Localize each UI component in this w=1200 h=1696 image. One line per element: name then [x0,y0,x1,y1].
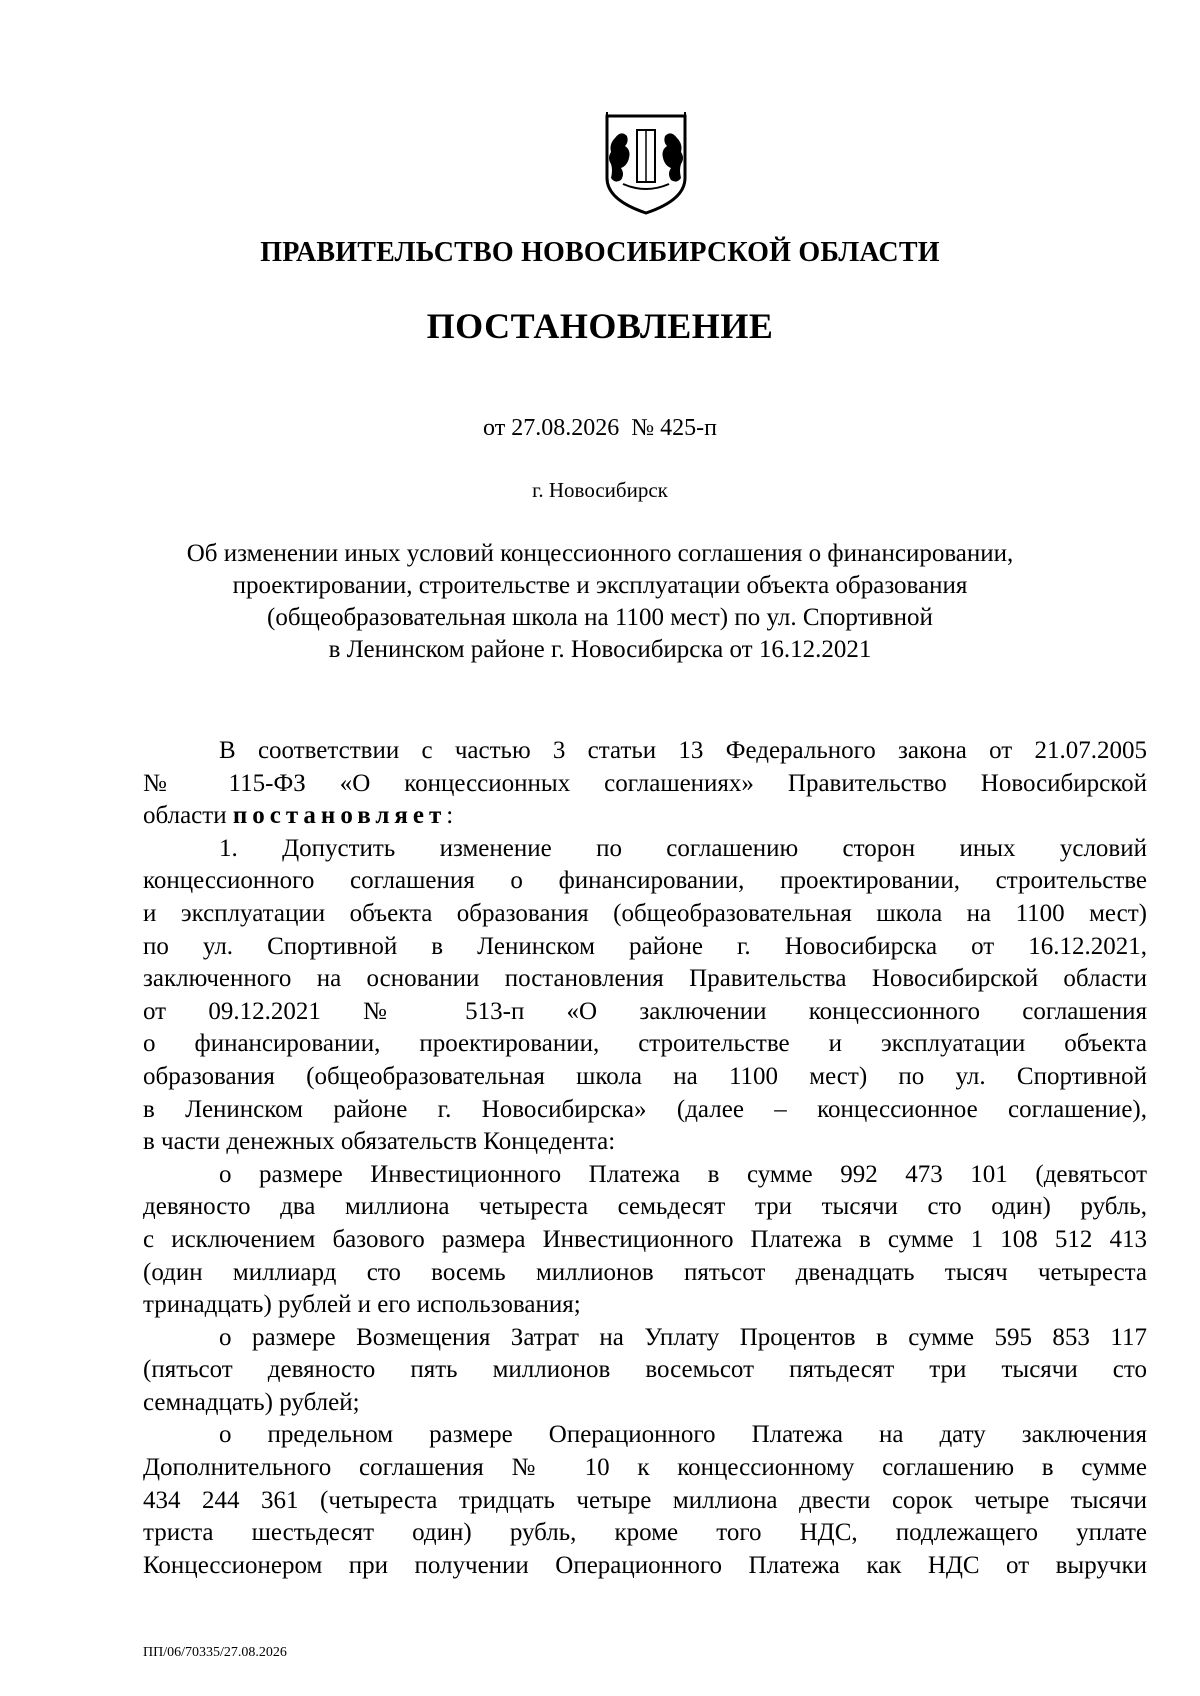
body-line: № 115-ФЗ «О концессионных соглашениях» Правительство Новосибирской [143,769,1147,797]
body-line: о размере Инвестиционного Платежа в сумме 992 473 101 (девятьсот [219,1160,1147,1188]
body-line: В соответствии с частью 3 статьи 13 Федерального закона от 21.07.2005 [219,737,1147,764]
body-line: 1. Допустить изменение по соглашению сторон иных условий [219,834,1147,862]
body-line: о финансировании, проектировании, строительстве и эксплуатации объекта [143,1030,1147,1058]
document-type: ПОСТАНОВЛЕНИЕ [426,306,774,346]
body-line [143,800,1147,833]
body-line: с исключением базового размера Инвестиционного Платежа в сумме 1 108 512 413 [143,1225,1147,1253]
subject-line: (общеобразовательная школа на 1100 мест) по ул. Спортивной [267,604,933,631]
date-and-number: от 27.08.2026 № 425-п [483,415,717,441]
body-line: тринадцать) рублей и его использования; [143,1291,581,1319]
body-line: в Ленинском районе г. Новосибирска» (далее – концессионное соглашение), [143,1095,1147,1123]
body-line: образования (общеобразовательная школа на 1100 мест) по ул. Спортивной [143,1062,1147,1090]
body-line: о размере Возмещения Затрат на Уплату Процентов в сумме 595 853 117 [219,1323,1147,1351]
body-line: девяносто два миллиона четыреста семьдесят три тысячи сто один) рубль, [143,1193,1147,1221]
subject-line: проектировании, строительстве и эксплуатации объекта образования [232,572,968,599]
body-line: и эксплуатации объекта образования (общеобразовательная школа на 1100 мест) [143,899,1147,927]
document-subject [130,538,1070,666]
body-text: области [143,802,233,830]
organization-title: ПРАВИТЕЛЬСТВО НОВОСИБИРСКОЙ ОБЛАСТИ [260,237,940,268]
coat-of-arms-icon [603,112,689,216]
body-line: о предельном размере Операционного Платежа на дату заключения [219,1421,1147,1449]
subject-line: в Ленинском районе г. Новосибирска от 16.12.2021 [328,636,872,663]
body-line: (один миллиард сто восемь миллионов пятьсот двенадцать тысяч четыреста [143,1258,1147,1286]
body-line: Дополнительного соглашения № 10 к концессионному соглашению в сумме [143,1454,1147,1482]
city: г. Новосибирск [532,478,668,502]
body-line: по ул. Спортивной в Ленинском районе г. Новосибирска от 16.12.2021, [143,932,1147,960]
document-code: ПП/06/70335/27.08.2026 [143,1645,287,1660]
body-line: от 09.12.2021 № 513-п «О заключении концессионного соглашения [143,997,1147,1025]
body-line: заключенного на основании постановления Правительства Новосибирской области [143,965,1147,993]
document-body [143,735,1147,1582]
body-line: (пятьсот девяносто пять миллионов восемьсот пятьдесят три тысячи сто [143,1356,1147,1384]
subject-line: Об изменении иных условий концессионного соглашения о финансировании, [186,540,1014,567]
body-text: : [446,802,454,830]
body-line: концессионного соглашения о финансировании, проектировании, строительстве [143,867,1147,895]
body-line: семнадцать) рублей; [143,1388,360,1416]
body-line: триста шестьдесят один) рубль, кроме того НДС, подлежащего уплате [143,1519,1147,1547]
body-line: Концессионером при получении Операционного Платежа как НДС от выручки [143,1551,1147,1579]
body-line: 434 244 361 (четыреста тридцать четыре миллиона двести сорок четыре тысячи [143,1486,1147,1514]
body-line: в части денежных обязательств Концедента: [143,1128,616,1156]
decree-keyword: постановляет [232,802,447,830]
